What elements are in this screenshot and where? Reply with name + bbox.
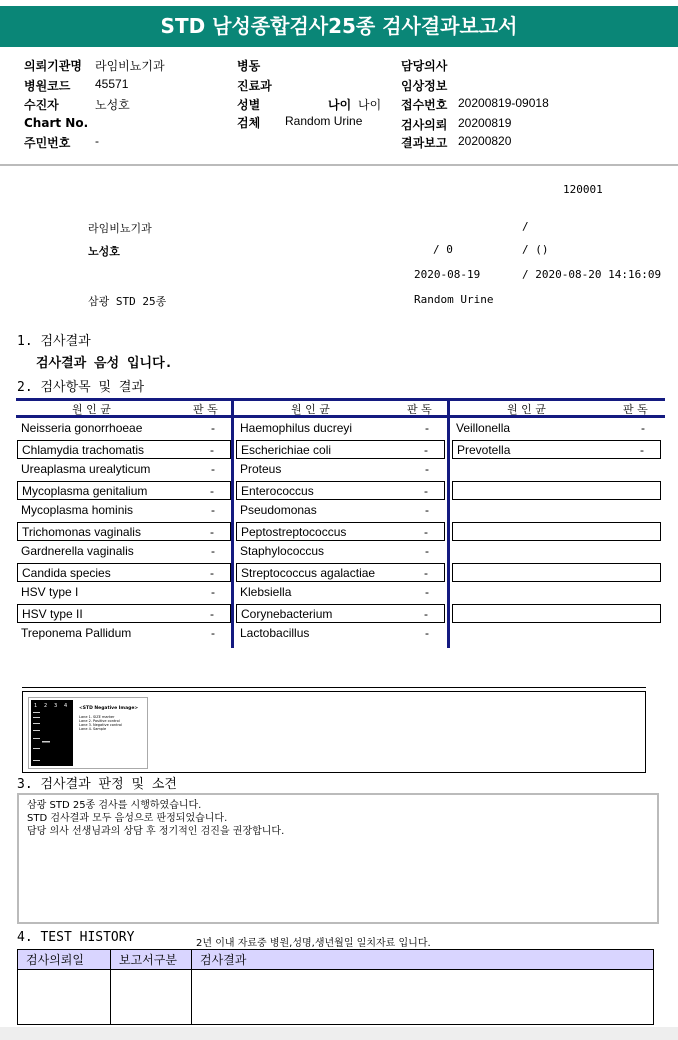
finding-line: 담당 의사 선생님과의 상담 후 정기적인 검진을 권장합니다.: [27, 826, 285, 837]
result-value: -: [211, 503, 215, 517]
column-header-result: 판 독: [407, 403, 432, 416]
table-row: [236, 542, 445, 561]
patient-value: 노성호: [95, 98, 130, 112]
table-row: [17, 542, 231, 561]
rrn-value: -: [95, 134, 99, 148]
table-row: [17, 583, 231, 602]
table-row: [452, 522, 661, 541]
gel-image: [28, 697, 148, 769]
doctor-label: 담당의사: [401, 59, 448, 73]
divider: [0, 164, 678, 166]
svg-text:Lane 1. SIZE marker: Lane 1. SIZE marker: [79, 715, 115, 719]
column-header-organism: 원 인 균: [507, 403, 546, 416]
receipt-label: 접수번호: [401, 98, 448, 112]
svg-text:1: 1: [34, 703, 38, 709]
section1-title: 1. 검사결과: [17, 334, 91, 349]
organism-name: Staphylococcus: [240, 544, 325, 558]
table-row: [452, 604, 661, 623]
organism-name: Candida species: [22, 565, 111, 580]
table-row: [236, 624, 445, 643]
page-bottom: [0, 1027, 678, 1040]
table-row: [452, 563, 661, 582]
report-date2: / 2020-08-20 14:16:09: [522, 268, 662, 281]
report-specimen: Random Urine: [414, 293, 494, 306]
column-header-result: 판 독: [623, 403, 648, 416]
history-note: 2년 이내 자료중 병원,성명,생년월일 일치자료 입니다.: [196, 938, 431, 949]
table-row: [17, 563, 231, 582]
table-top-rule: [16, 398, 665, 401]
table-row: [17, 419, 231, 438]
result-value: -: [425, 626, 429, 640]
gel-title: <STD Negative Image>: [79, 706, 139, 711]
table-row: [236, 522, 445, 541]
report-title: STD 남성종합검사25종 검사결과보고서: [0, 6, 678, 47]
organism-name: Streptococcus agalactiae: [241, 565, 376, 580]
organism-name: Mycoplasma genitalium: [22, 483, 148, 498]
table-row: [17, 624, 231, 643]
section2-title: 2. 검사항목 및 결과: [17, 380, 145, 395]
table-row: [17, 460, 231, 479]
table-row: [452, 542, 661, 561]
report-sexage: / 0: [433, 243, 453, 256]
organism-name: Treponema Pallidum: [21, 626, 132, 640]
organism-name: Escherichiae coli: [241, 442, 332, 457]
result-value: -: [425, 544, 429, 558]
result-value: -: [210, 442, 214, 457]
history-col-date: 검사의뢰일: [18, 950, 111, 970]
table-row: [236, 501, 445, 520]
result-value: -: [424, 606, 428, 621]
organism-name: Prevotella: [457, 442, 511, 457]
age-label: 나이: [328, 98, 352, 112]
ward-label: 병동: [237, 59, 261, 73]
organism-name: Veillonella: [456, 421, 511, 435]
table-row: [236, 460, 445, 479]
table-row: [452, 583, 661, 602]
specimen-label: 검체: [237, 116, 261, 130]
result-value: -: [210, 483, 214, 498]
svg-text:Lane 4. Sample: Lane 4. Sample: [79, 727, 107, 731]
column-header-result: 판 독: [193, 403, 218, 416]
age-value: 나이: [358, 98, 382, 112]
organism-name: Pseudomonas: [240, 503, 317, 517]
report-code: 120001: [563, 183, 603, 196]
table-row: [236, 419, 445, 438]
table-row: [17, 440, 231, 459]
inst-value: 라임비뇨기과: [95, 59, 165, 73]
report-label: 결과보고: [401, 136, 448, 150]
report-slash: /: [522, 220, 529, 233]
result-value: -: [211, 421, 215, 435]
table-row: [17, 501, 231, 520]
table-row: [236, 440, 445, 459]
finding-line: STD 검사결과 모두 음성으로 판정되었습니다.: [27, 813, 228, 824]
organism-name: Gardnerella vaginalis: [21, 544, 134, 558]
result-value: -: [425, 503, 429, 517]
report-date1: 2020-08-19: [414, 268, 481, 281]
result-value: -: [424, 565, 428, 580]
organism-name: Chlamydia trachomatis: [22, 442, 145, 457]
organism-name: Klebsiella: [240, 585, 292, 599]
inst-label: 의뢰기관명: [24, 59, 82, 73]
organism-name: Neisseria gonorrhoeae: [21, 421, 143, 435]
result-value: -: [211, 626, 215, 640]
table-row: [17, 522, 231, 541]
table-row: [452, 440, 661, 459]
report-inst: 라임비뇨기과: [88, 222, 152, 235]
receipt-value: 20200819-09018: [458, 96, 549, 110]
organism-name: Mycoplasma hominis: [21, 503, 134, 517]
request-value: 20200819: [458, 116, 512, 130]
organism-name: Lactobacillus: [240, 626, 310, 640]
result-value: -: [210, 606, 214, 621]
table-row: [452, 481, 661, 500]
sex-label: 성별: [237, 98, 261, 112]
history-col-type: 보고서구분: [111, 950, 192, 970]
patient-label: 수진자: [24, 98, 59, 112]
section3-title: 3. 검사결과 판정 및 소견: [17, 777, 177, 792]
table-row: [236, 583, 445, 602]
result-value: -: [210, 524, 214, 539]
section1-text: 검사결과 음성 입니다.: [36, 356, 173, 371]
history-col-result: 검사결과: [192, 950, 654, 970]
column-header-organism: 원 인 균: [72, 403, 111, 416]
table-row: [452, 460, 661, 479]
organism-name: Corynebacterium: [241, 606, 333, 621]
rule: [22, 687, 646, 688]
organism-name: Haemophilus ducreyi: [240, 421, 353, 435]
svg-text:4: 4: [64, 703, 68, 709]
chart-label: Chart No.: [24, 116, 89, 130]
svg-text:2: 2: [44, 703, 48, 709]
report-value: 20200820: [458, 134, 512, 148]
dept-label: 진료과: [237, 79, 272, 93]
gel-electrophoresis-picture: [29, 698, 147, 768]
result-value: -: [424, 442, 428, 457]
table-row: [236, 604, 445, 623]
rrn-label: 주민번호: [24, 136, 71, 150]
organism-name: Peptostreptococcus: [241, 524, 347, 539]
organism-name: Trichomonas vaginalis: [22, 524, 141, 539]
request-label: 검사의뢰: [401, 118, 448, 132]
svg-text:Lane 3. Negative control: Lane 3. Negative control: [79, 723, 122, 727]
table-row: [452, 501, 661, 520]
result-value: -: [424, 483, 428, 498]
column-header-organism: 원 인 균: [291, 403, 330, 416]
column-divider: [447, 398, 450, 648]
finding-line: 삼광 STD 25종 검사를 시행하였습니다.: [27, 800, 202, 811]
specimen-value: Random Urine: [285, 114, 363, 128]
result-value: -: [425, 421, 429, 435]
clinical-label: 임상정보: [401, 79, 448, 93]
result-value: -: [211, 462, 215, 476]
result-value: -: [640, 442, 644, 457]
code-label: 병원코드: [24, 79, 71, 93]
result-value: -: [210, 565, 214, 580]
table-row: [236, 563, 445, 582]
organism-name: Enterococcus: [241, 483, 314, 498]
result-value: -: [641, 421, 645, 435]
result-value: -: [211, 544, 215, 558]
organism-name: Proteus: [240, 462, 282, 476]
organism-name: HSV type I: [21, 585, 79, 599]
svg-text:3: 3: [54, 703, 58, 709]
table-row: [17, 481, 231, 500]
result-value: -: [425, 585, 429, 599]
table-header-rule: [16, 415, 665, 418]
report-paren: / (): [522, 243, 549, 256]
code-value: 45571: [95, 77, 129, 91]
section4-title: 4. TEST HISTORY: [17, 930, 135, 945]
organism-name: Ureaplasma urealyticum: [21, 462, 151, 476]
table-row: [452, 419, 661, 438]
report-test: 삼광 STD 25종: [88, 295, 167, 308]
findings-box: [17, 793, 659, 924]
result-value: -: [211, 585, 215, 599]
result-value: -: [424, 524, 428, 539]
table-row: [17, 604, 231, 623]
history-table: [17, 949, 654, 1025]
svg-text:Lane 2. Positive control: Lane 2. Positive control: [79, 719, 120, 723]
report-patient: 노성호: [88, 245, 120, 258]
organism-name: HSV type II: [22, 606, 83, 621]
result-value: -: [425, 462, 429, 476]
column-divider: [231, 398, 234, 648]
table-row: [236, 481, 445, 500]
